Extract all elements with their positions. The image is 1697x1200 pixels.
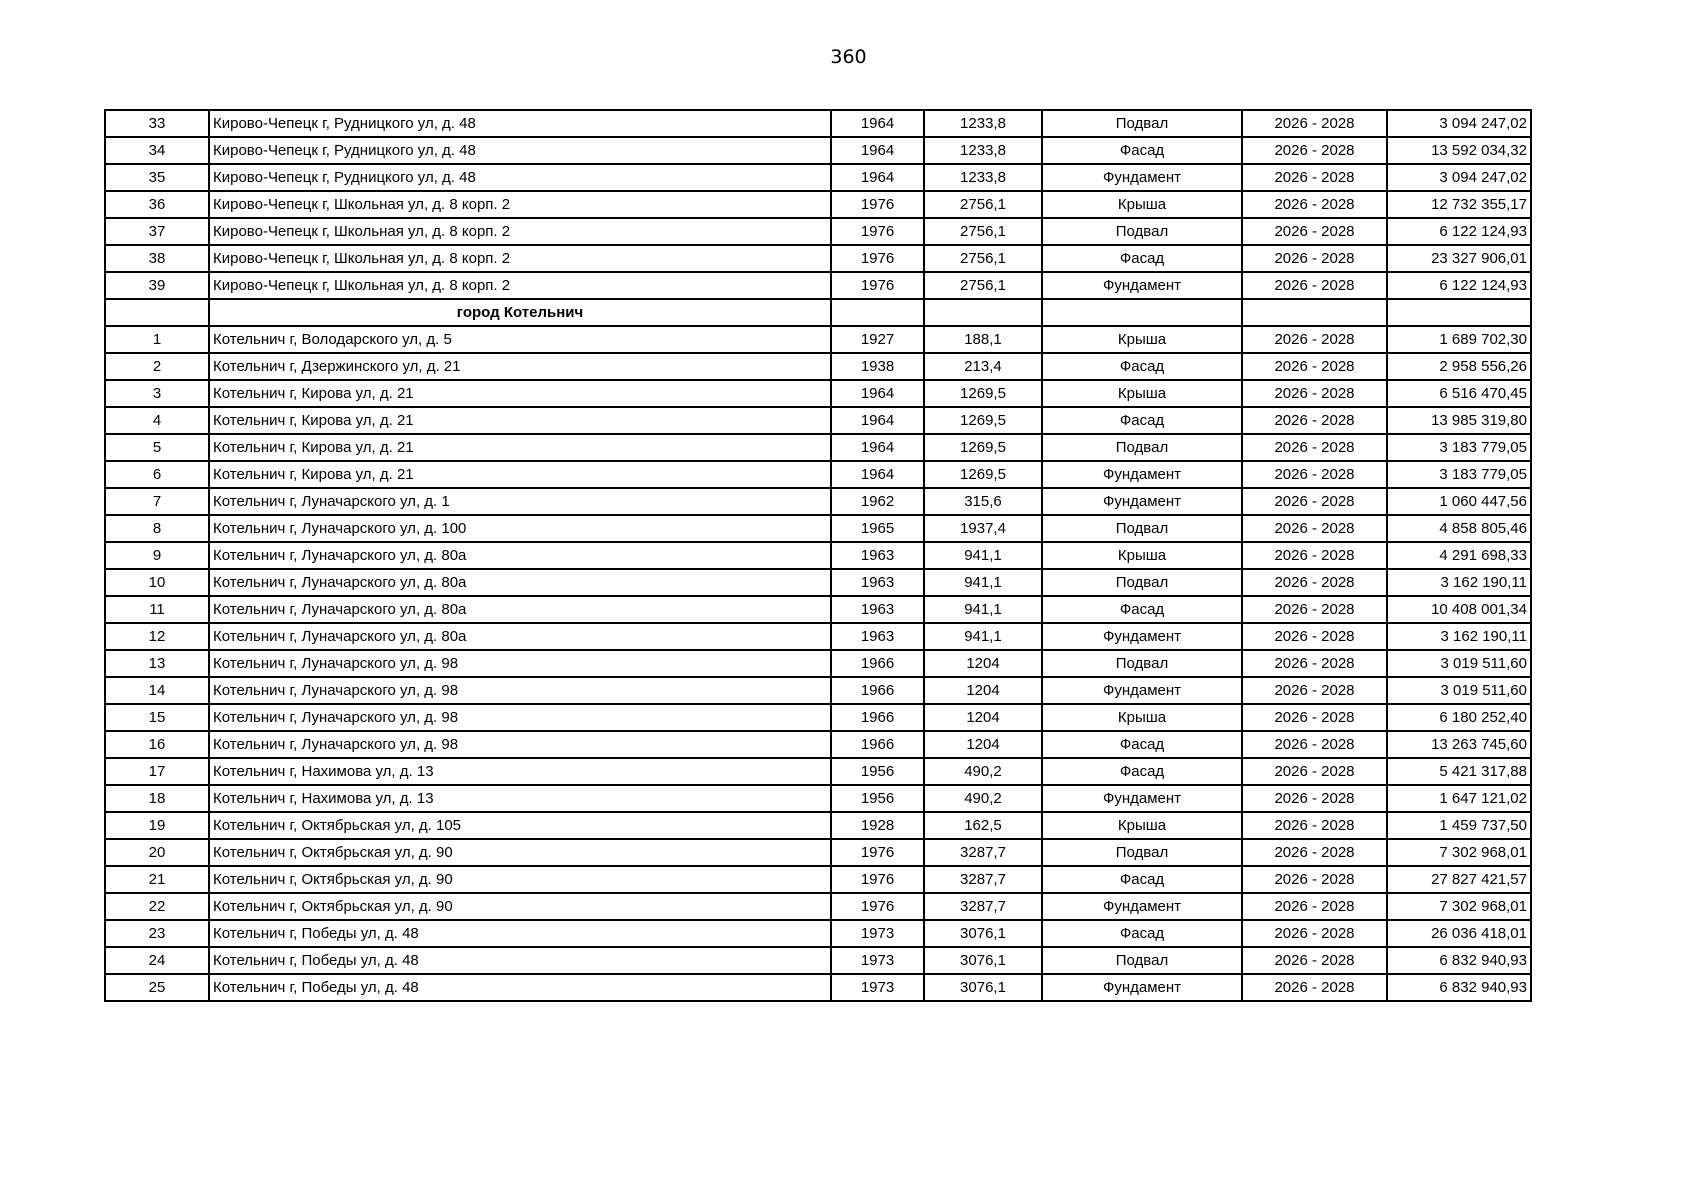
- year-built-cell: 1976: [831, 218, 924, 245]
- year-built-cell: 1964: [831, 434, 924, 461]
- period-cell: 2026 - 2028: [1242, 245, 1387, 272]
- period-cell: 2026 - 2028: [1242, 758, 1387, 785]
- row-number-cell: 24: [105, 947, 209, 974]
- work-type-cell: Фундамент: [1042, 623, 1242, 650]
- year-built-cell: 1973: [831, 947, 924, 974]
- cost-cell: 3 162 190,11: [1387, 623, 1531, 650]
- cost-cell: 5 421 317,88: [1387, 758, 1531, 785]
- table-row: [105, 893, 1531, 920]
- period-cell: 2026 - 2028: [1242, 191, 1387, 218]
- address-cell: Котельнич г, Кирова ул, д. 21: [209, 380, 831, 407]
- year-built-cell: 1973: [831, 920, 924, 947]
- table-row: [105, 974, 1531, 1001]
- address-cell: Котельнич г, Победы ул, д. 48: [209, 947, 831, 974]
- period-cell: 2026 - 2028: [1242, 731, 1387, 758]
- year-built-cell: 1966: [831, 650, 924, 677]
- address-cell: Кирово-Чепецк г, Рудницкого ул, д. 48: [209, 137, 831, 164]
- table-row: [105, 650, 1531, 677]
- address-cell: Котельнич г, Луначарского ул, д. 100: [209, 515, 831, 542]
- period-cell: 2026 - 2028: [1242, 704, 1387, 731]
- year-built-cell: 1976: [831, 893, 924, 920]
- period-cell: 2026 - 2028: [1242, 569, 1387, 596]
- year-built-cell: 1964: [831, 164, 924, 191]
- row-number-cell: 34: [105, 137, 209, 164]
- row-number-cell: 12: [105, 623, 209, 650]
- address-cell: Котельнич г, Победы ул, д. 48: [209, 920, 831, 947]
- year-built-cell: 1964: [831, 461, 924, 488]
- address-cell: Котельнич г, Луначарского ул, д. 98: [209, 677, 831, 704]
- work-type-cell: Фундамент: [1042, 677, 1242, 704]
- area-cell: 1269,5: [924, 461, 1042, 488]
- cost-cell: 7 302 968,01: [1387, 893, 1531, 920]
- work-type-cell: Подвал: [1042, 434, 1242, 461]
- cost-cell: 6 180 252,40: [1387, 704, 1531, 731]
- page-number: 360: [830, 46, 867, 68]
- period-cell: 2026 - 2028: [1242, 677, 1387, 704]
- cost-cell: 4 858 805,46: [1387, 515, 1531, 542]
- address-cell: Котельнич г, Октябрьская ул, д. 90: [209, 893, 831, 920]
- period-cell: 2026 - 2028: [1242, 434, 1387, 461]
- address-cell: Котельнич г, Луначарского ул, д. 98: [209, 731, 831, 758]
- work-type-cell: Фасад: [1042, 758, 1242, 785]
- work-type-cell: Фасад: [1042, 407, 1242, 434]
- area-cell: 1269,5: [924, 407, 1042, 434]
- area-cell: 2756,1: [924, 218, 1042, 245]
- period-cell: [1242, 299, 1387, 326]
- period-cell: 2026 - 2028: [1242, 596, 1387, 623]
- cost-cell: 6 832 940,93: [1387, 947, 1531, 974]
- cost-cell: 13 985 319,80: [1387, 407, 1531, 434]
- table-row: [105, 785, 1531, 812]
- cost-cell: 3 094 247,02: [1387, 164, 1531, 191]
- address-cell: Котельнич г, Луначарского ул, д. 1: [209, 488, 831, 515]
- work-type-cell: Фундамент: [1042, 272, 1242, 299]
- cost-cell: 1 060 447,56: [1387, 488, 1531, 515]
- year-built-cell: 1976: [831, 191, 924, 218]
- row-number-cell: 7: [105, 488, 209, 515]
- row-number-cell: 36: [105, 191, 209, 218]
- period-cell: 2026 - 2028: [1242, 785, 1387, 812]
- table-row: [105, 947, 1531, 974]
- table-row: [105, 218, 1531, 245]
- area-cell: 3076,1: [924, 947, 1042, 974]
- cost-cell: 13 263 745,60: [1387, 731, 1531, 758]
- area-cell: 1269,5: [924, 434, 1042, 461]
- period-cell: 2026 - 2028: [1242, 515, 1387, 542]
- work-type-cell: Крыша: [1042, 326, 1242, 353]
- period-cell: 2026 - 2028: [1242, 110, 1387, 137]
- period-cell: 2026 - 2028: [1242, 623, 1387, 650]
- period-cell: 2026 - 2028: [1242, 893, 1387, 920]
- cost-cell: 3 094 247,02: [1387, 110, 1531, 137]
- row-number-cell: 9: [105, 542, 209, 569]
- address-cell: Котельнич г, Луначарского ул, д. 80а: [209, 596, 831, 623]
- year-built-cell: 1963: [831, 569, 924, 596]
- row-number-cell: 10: [105, 569, 209, 596]
- table-row: [105, 380, 1531, 407]
- address-cell: Кирово-Чепецк г, Школьная ул, д. 8 корп. 2: [209, 218, 831, 245]
- year-built-cell: [831, 299, 924, 326]
- table-row: [105, 704, 1531, 731]
- year-built-cell: 1973: [831, 974, 924, 1001]
- table-row: [105, 596, 1531, 623]
- work-type-cell: Фасад: [1042, 866, 1242, 893]
- row-number-cell: 17: [105, 758, 209, 785]
- row-number-cell: 13: [105, 650, 209, 677]
- table-row: [105, 866, 1531, 893]
- cost-cell: 13 592 034,32: [1387, 137, 1531, 164]
- work-type-cell: Крыша: [1042, 380, 1242, 407]
- area-cell: 490,2: [924, 758, 1042, 785]
- area-cell: 1204: [924, 677, 1042, 704]
- area-cell: 941,1: [924, 569, 1042, 596]
- table-row: [105, 191, 1531, 218]
- period-cell: 2026 - 2028: [1242, 326, 1387, 353]
- period-cell: 2026 - 2028: [1242, 488, 1387, 515]
- area-cell: 1233,8: [924, 164, 1042, 191]
- row-number-cell: 25: [105, 974, 209, 1001]
- address-cell: Котельнич г, Октябрьская ул, д. 105: [209, 812, 831, 839]
- year-built-cell: 1963: [831, 542, 924, 569]
- work-type-cell: Фасад: [1042, 353, 1242, 380]
- address-cell: Котельнич г, Дзержинского ул, д. 21: [209, 353, 831, 380]
- work-type-cell: Подвал: [1042, 839, 1242, 866]
- period-cell: 2026 - 2028: [1242, 407, 1387, 434]
- year-built-cell: 1976: [831, 866, 924, 893]
- area-cell: 1269,5: [924, 380, 1042, 407]
- year-built-cell: 1964: [831, 137, 924, 164]
- period-cell: 2026 - 2028: [1242, 218, 1387, 245]
- area-cell: 1233,8: [924, 110, 1042, 137]
- table-row: [105, 272, 1531, 299]
- cost-cell: 10 408 001,34: [1387, 596, 1531, 623]
- row-number-cell: 4: [105, 407, 209, 434]
- cost-cell: 12 732 355,17: [1387, 191, 1531, 218]
- work-type-cell: Крыша: [1042, 704, 1242, 731]
- row-number-cell: 6: [105, 461, 209, 488]
- area-cell: 2756,1: [924, 191, 1042, 218]
- area-cell: 3287,7: [924, 893, 1042, 920]
- table-row: [105, 245, 1531, 272]
- table-row: [105, 515, 1531, 542]
- table-row: [105, 461, 1531, 488]
- work-type-cell: [1042, 299, 1242, 326]
- work-type-cell: Фундамент: [1042, 974, 1242, 1001]
- row-number-cell: 14: [105, 677, 209, 704]
- year-built-cell: 1927: [831, 326, 924, 353]
- work-type-cell: Фундамент: [1042, 785, 1242, 812]
- year-built-cell: 1938: [831, 353, 924, 380]
- year-built-cell: 1963: [831, 596, 924, 623]
- work-type-cell: Фундамент: [1042, 164, 1242, 191]
- year-built-cell: 1976: [831, 245, 924, 272]
- table-row: [105, 137, 1531, 164]
- address-cell: Котельнич г, Октябрьская ул, д. 90: [209, 866, 831, 893]
- row-number-cell: 15: [105, 704, 209, 731]
- area-cell: 941,1: [924, 542, 1042, 569]
- row-number-cell: 11: [105, 596, 209, 623]
- period-cell: 2026 - 2028: [1242, 137, 1387, 164]
- table-row: [105, 434, 1531, 461]
- cost-cell: 6 122 124,93: [1387, 272, 1531, 299]
- year-built-cell: 1964: [831, 110, 924, 137]
- address-cell: Котельнич г, Луначарского ул, д. 80а: [209, 569, 831, 596]
- address-cell: Котельнич г, Володарского ул, д. 5: [209, 326, 831, 353]
- period-cell: 2026 - 2028: [1242, 812, 1387, 839]
- address-cell: Котельнич г, Луначарского ул, д. 98: [209, 650, 831, 677]
- year-built-cell: 1962: [831, 488, 924, 515]
- row-number-cell: 1: [105, 326, 209, 353]
- section-title-cell: город Котельнич: [209, 299, 831, 326]
- address-cell: Кирово-Чепецк г, Школьная ул, д. 8 корп. 2: [209, 272, 831, 299]
- year-built-cell: 1966: [831, 677, 924, 704]
- period-cell: 2026 - 2028: [1242, 461, 1387, 488]
- period-cell: 2026 - 2028: [1242, 650, 1387, 677]
- cost-cell: 3 019 511,60: [1387, 650, 1531, 677]
- table-row: [105, 164, 1531, 191]
- area-cell: 3287,7: [924, 839, 1042, 866]
- table-row: [105, 731, 1531, 758]
- area-cell: 1204: [924, 731, 1042, 758]
- year-built-cell: 1976: [831, 839, 924, 866]
- cost-cell: 4 291 698,33: [1387, 542, 1531, 569]
- cost-cell: [1387, 299, 1531, 326]
- row-number-cell: 33: [105, 110, 209, 137]
- period-cell: 2026 - 2028: [1242, 947, 1387, 974]
- year-built-cell: 1956: [831, 785, 924, 812]
- table-row: [105, 488, 1531, 515]
- table-row: [105, 569, 1531, 596]
- cost-cell: 1 647 121,02: [1387, 785, 1531, 812]
- address-cell: Кирово-Чепецк г, Школьная ул, д. 8 корп. 2: [209, 245, 831, 272]
- row-number-cell: 23: [105, 920, 209, 947]
- period-cell: 2026 - 2028: [1242, 542, 1387, 569]
- cost-cell: 3 183 779,05: [1387, 434, 1531, 461]
- address-cell: Котельнич г, Луначарского ул, д. 80а: [209, 623, 831, 650]
- area-cell: 162,5: [924, 812, 1042, 839]
- table-row: [105, 542, 1531, 569]
- address-cell: Кирово-Чепецк г, Школьная ул, д. 8 корп. 2: [209, 191, 831, 218]
- period-cell: 2026 - 2028: [1242, 839, 1387, 866]
- year-built-cell: 1956: [831, 758, 924, 785]
- year-built-cell: 1963: [831, 623, 924, 650]
- table-row: [105, 407, 1531, 434]
- table-body: [105, 110, 1531, 1001]
- period-cell: 2026 - 2028: [1242, 164, 1387, 191]
- work-type-cell: Крыша: [1042, 191, 1242, 218]
- period-cell: 2026 - 2028: [1242, 380, 1387, 407]
- period-cell: 2026 - 2028: [1242, 920, 1387, 947]
- repair-program-table: [104, 109, 1532, 1002]
- row-number-cell: [105, 299, 209, 326]
- row-number-cell: 37: [105, 218, 209, 245]
- year-built-cell: 1966: [831, 704, 924, 731]
- cost-cell: 1 459 737,50: [1387, 812, 1531, 839]
- area-cell: 1233,8: [924, 137, 1042, 164]
- table-row: [105, 353, 1531, 380]
- row-number-cell: 18: [105, 785, 209, 812]
- area-cell: 941,1: [924, 623, 1042, 650]
- address-cell: Котельнич г, Кирова ул, д. 21: [209, 434, 831, 461]
- address-cell: Котельнич г, Октябрьская ул, д. 90: [209, 839, 831, 866]
- row-number-cell: 5: [105, 434, 209, 461]
- period-cell: 2026 - 2028: [1242, 866, 1387, 893]
- work-type-cell: Фасад: [1042, 245, 1242, 272]
- area-cell: 1204: [924, 650, 1042, 677]
- cost-cell: 26 036 418,01: [1387, 920, 1531, 947]
- row-number-cell: 22: [105, 893, 209, 920]
- row-number-cell: 19: [105, 812, 209, 839]
- row-number-cell: 8: [105, 515, 209, 542]
- area-cell: 1937,4: [924, 515, 1042, 542]
- cost-cell: 6 832 940,93: [1387, 974, 1531, 1001]
- section-header-row: [105, 299, 1531, 326]
- area-cell: 490,2: [924, 785, 1042, 812]
- year-built-cell: 1964: [831, 380, 924, 407]
- cost-cell: 3 019 511,60: [1387, 677, 1531, 704]
- address-cell: Котельнич г, Победы ул, д. 48: [209, 974, 831, 1001]
- row-number-cell: 21: [105, 866, 209, 893]
- table-row: [105, 110, 1531, 137]
- cost-cell: 3 183 779,05: [1387, 461, 1531, 488]
- address-cell: Котельнич г, Кирова ул, д. 21: [209, 407, 831, 434]
- area-cell: [924, 299, 1042, 326]
- cost-cell: 2 958 556,26: [1387, 353, 1531, 380]
- work-type-cell: Фасад: [1042, 596, 1242, 623]
- table-row: [105, 326, 1531, 353]
- period-cell: 2026 - 2028: [1242, 974, 1387, 1001]
- year-built-cell: 1928: [831, 812, 924, 839]
- area-cell: 3076,1: [924, 920, 1042, 947]
- table-row: [105, 758, 1531, 785]
- row-number-cell: 3: [105, 380, 209, 407]
- work-type-cell: Фасад: [1042, 731, 1242, 758]
- area-cell: 3076,1: [924, 974, 1042, 1001]
- cost-cell: 1 689 702,30: [1387, 326, 1531, 353]
- table-row: [105, 920, 1531, 947]
- work-type-cell: Подвал: [1042, 515, 1242, 542]
- work-type-cell: Подвал: [1042, 218, 1242, 245]
- address-cell: Котельнич г, Луначарского ул, д. 98: [209, 704, 831, 731]
- cost-cell: 27 827 421,57: [1387, 866, 1531, 893]
- table-row: [105, 812, 1531, 839]
- address-cell: Котельнич г, Луначарского ул, д. 80а: [209, 542, 831, 569]
- cost-cell: 7 302 968,01: [1387, 839, 1531, 866]
- cost-cell: 3 162 190,11: [1387, 569, 1531, 596]
- area-cell: 315,6: [924, 488, 1042, 515]
- address-cell: Котельнич г, Нахимова ул, д. 13: [209, 758, 831, 785]
- period-cell: 2026 - 2028: [1242, 353, 1387, 380]
- work-type-cell: Фундамент: [1042, 461, 1242, 488]
- year-built-cell: 1966: [831, 731, 924, 758]
- address-cell: Котельнич г, Нахимова ул, д. 13: [209, 785, 831, 812]
- area-cell: 2756,1: [924, 245, 1042, 272]
- address-cell: Кирово-Чепецк г, Рудницкого ул, д. 48: [209, 164, 831, 191]
- area-cell: 2756,1: [924, 272, 1042, 299]
- table-row: [105, 677, 1531, 704]
- work-type-cell: Подвал: [1042, 569, 1242, 596]
- row-number-cell: 2: [105, 353, 209, 380]
- work-type-cell: Подвал: [1042, 947, 1242, 974]
- work-type-cell: Фундамент: [1042, 893, 1242, 920]
- work-type-cell: Крыша: [1042, 542, 1242, 569]
- year-built-cell: 1976: [831, 272, 924, 299]
- row-number-cell: 20: [105, 839, 209, 866]
- work-type-cell: Фундамент: [1042, 488, 1242, 515]
- year-built-cell: 1964: [831, 407, 924, 434]
- cost-cell: 6 122 124,93: [1387, 218, 1531, 245]
- year-built-cell: 1965: [831, 515, 924, 542]
- address-cell: Котельнич г, Кирова ул, д. 21: [209, 461, 831, 488]
- work-type-cell: Подвал: [1042, 650, 1242, 677]
- row-number-cell: 38: [105, 245, 209, 272]
- area-cell: 1204: [924, 704, 1042, 731]
- cost-cell: 23 327 906,01: [1387, 245, 1531, 272]
- period-cell: 2026 - 2028: [1242, 272, 1387, 299]
- row-number-cell: 39: [105, 272, 209, 299]
- area-cell: 213,4: [924, 353, 1042, 380]
- area-cell: 188,1: [924, 326, 1042, 353]
- work-type-cell: Фасад: [1042, 920, 1242, 947]
- work-type-cell: Фасад: [1042, 137, 1242, 164]
- area-cell: 941,1: [924, 596, 1042, 623]
- table-row: [105, 623, 1531, 650]
- row-number-cell: 16: [105, 731, 209, 758]
- work-type-cell: Подвал: [1042, 110, 1242, 137]
- row-number-cell: 35: [105, 164, 209, 191]
- work-type-cell: Крыша: [1042, 812, 1242, 839]
- cost-cell: 6 516 470,45: [1387, 380, 1531, 407]
- address-cell: Кирово-Чепецк г, Рудницкого ул, д. 48: [209, 110, 831, 137]
- table-row: [105, 839, 1531, 866]
- area-cell: 3287,7: [924, 866, 1042, 893]
